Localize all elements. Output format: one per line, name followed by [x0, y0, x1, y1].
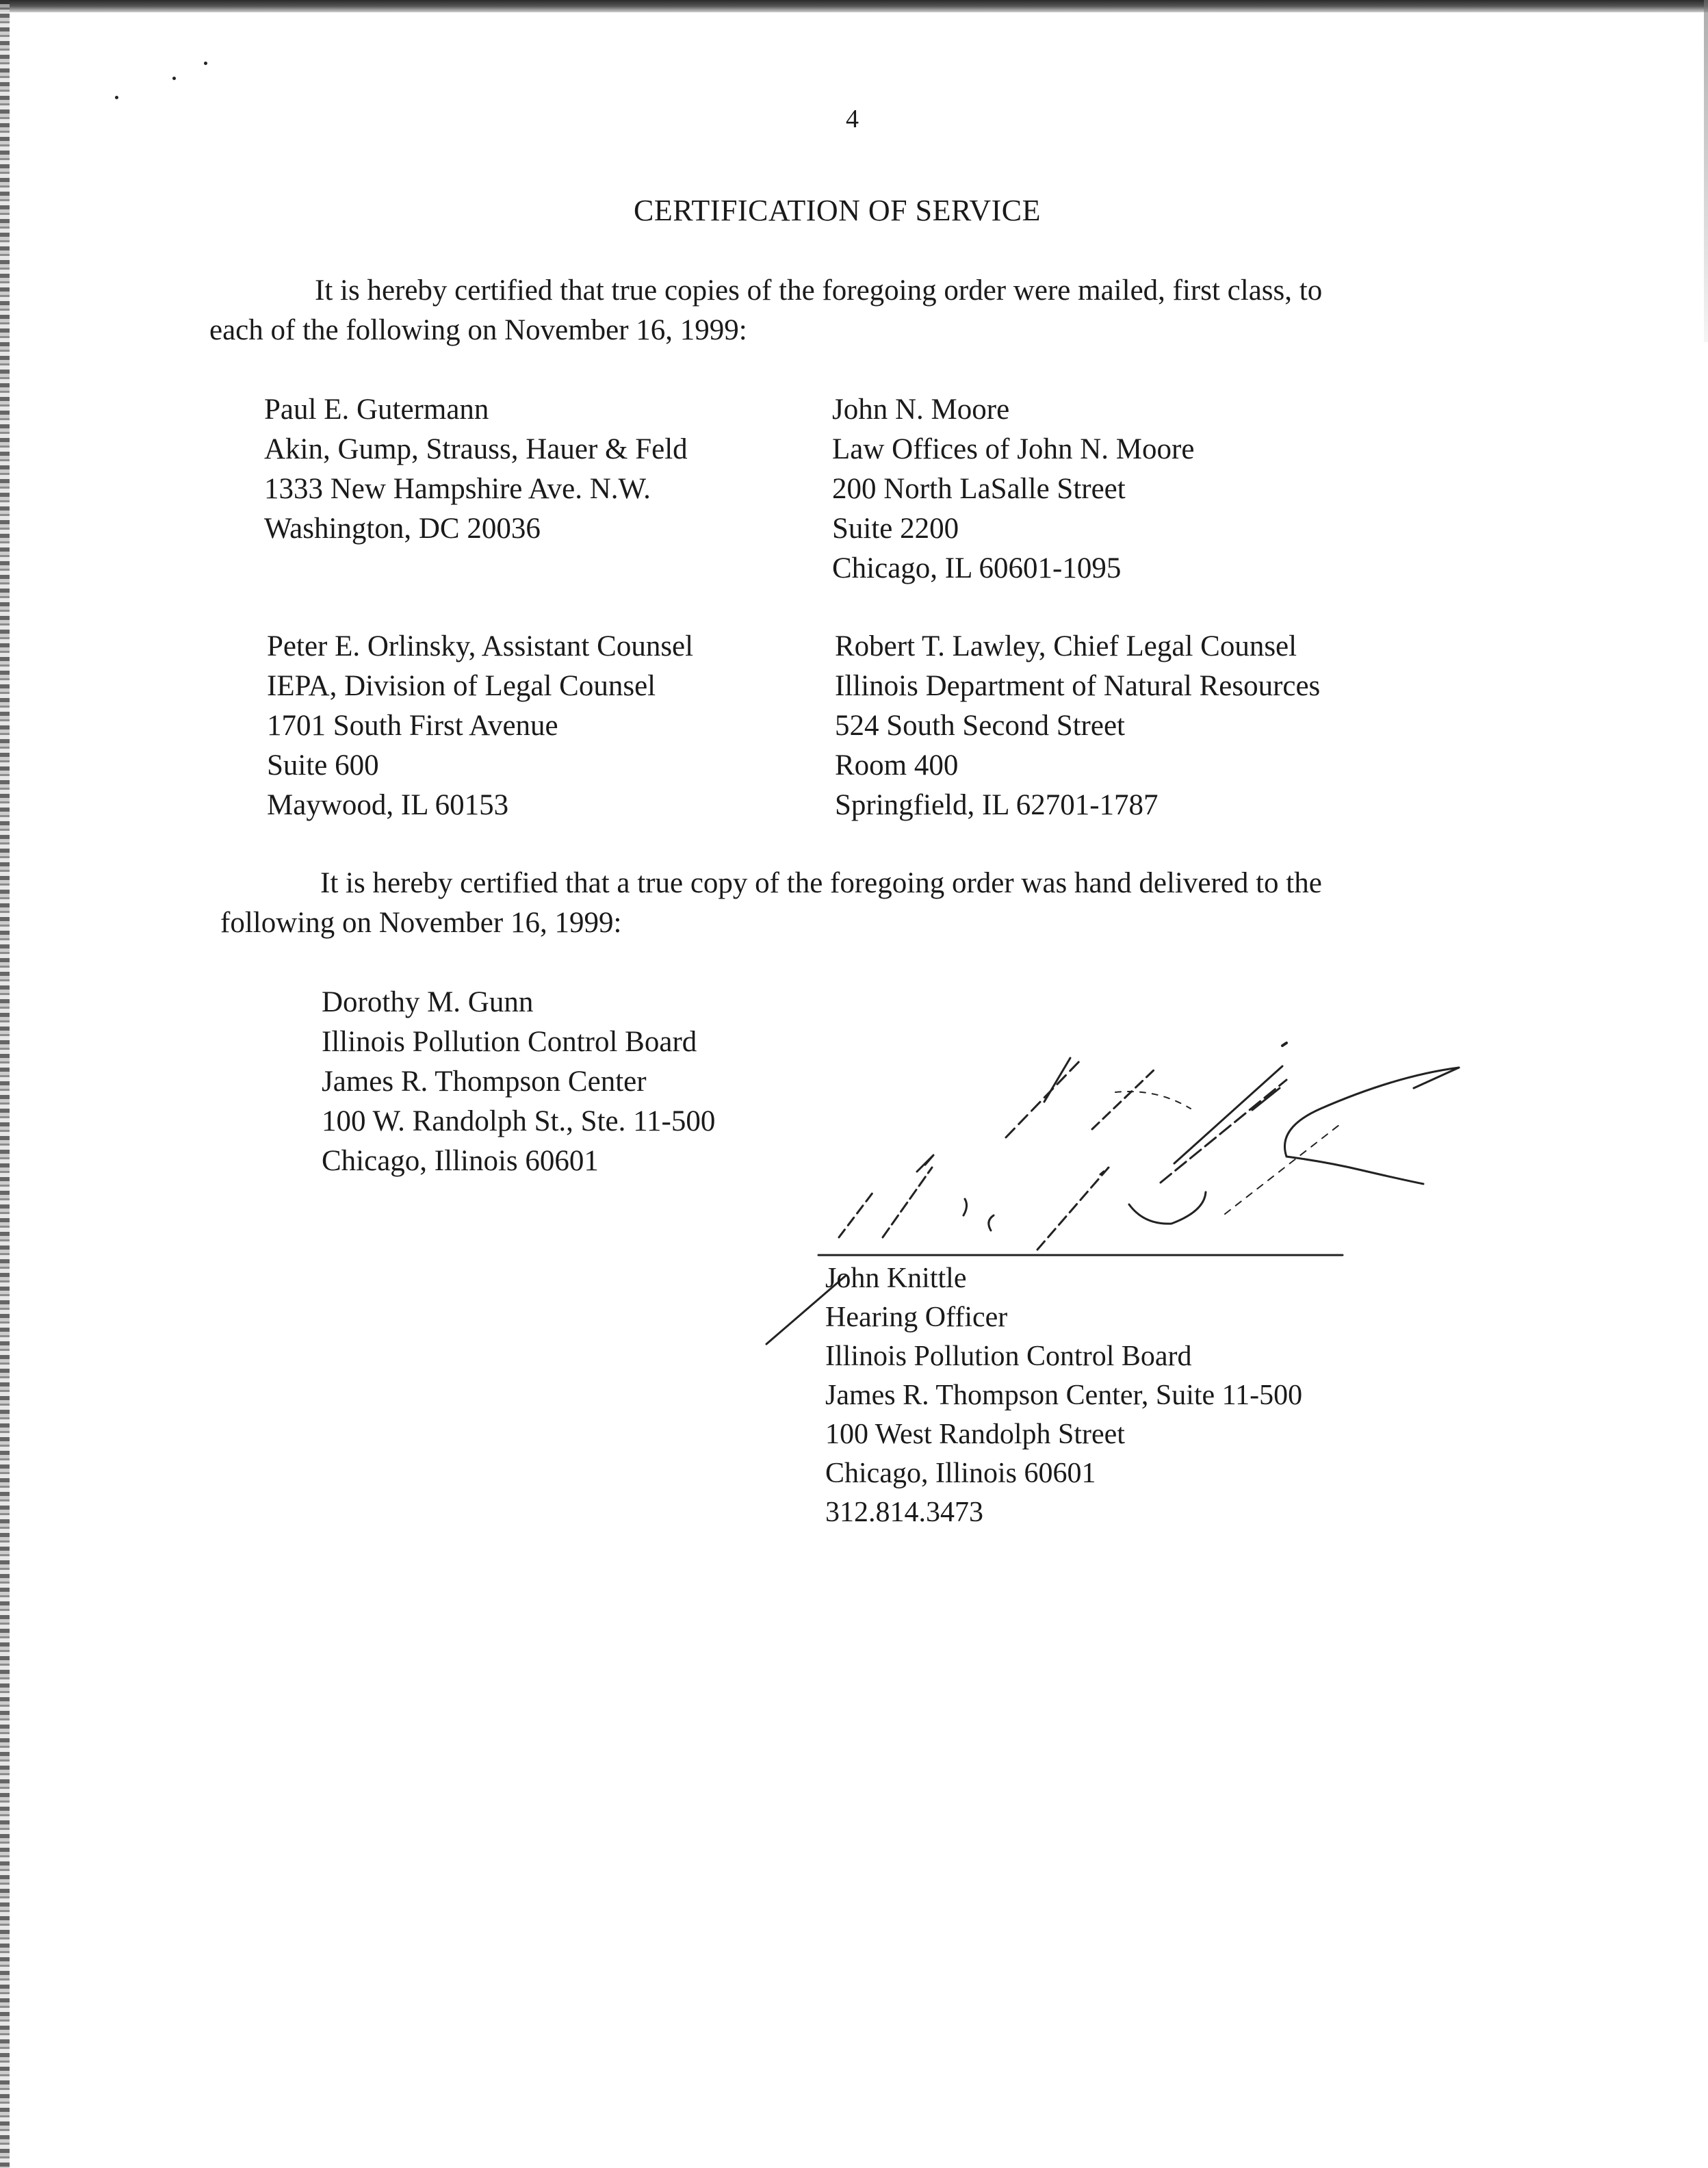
address-line: Illinois Department of Natural Resources — [835, 670, 1321, 702]
paragraph-line: following on November 16, 1999: — [220, 907, 622, 939]
paragraph-line: It is hereby certified that a true copy of the foregoing order was hand delivered to the — [320, 867, 1322, 899]
recipient-name: Paul E. Gutermann — [264, 393, 489, 426]
address-line: Chicago, Illinois 60601 — [322, 1145, 599, 1177]
paragraph-line: It is hereby certified that true copies of the foregoing order were mailed, first class, to — [315, 274, 1323, 307]
address-line: 100 West Randolph Street — [825, 1419, 1125, 1450]
address-line: 100 W. Randolph St., Ste. 11-500 — [322, 1105, 716, 1137]
address-line: James R. Thompson Center, Suite 11-500 — [825, 1380, 1303, 1411]
address-line: Law Offices of John N. Moore — [832, 433, 1195, 465]
address-line: Akin, Gump, Strauss, Hauer & Feld — [264, 433, 688, 465]
signatory-block — [825, 1259, 1302, 1532]
address-line: Suite 600 — [267, 749, 379, 782]
address-line: 1333 New Hampshire Ave. N.W. — [264, 473, 651, 505]
recipient-name: Dorothy M. Gunn — [322, 986, 534, 1018]
page-title: CERTIFICATION OF SERVICE — [634, 194, 1041, 227]
address-line: Illinois Pollution Control Board — [322, 1026, 697, 1058]
address-line: Illinois Pollution Control Board — [825, 1341, 1192, 1372]
recipient-name: John N. Moore — [832, 393, 1010, 426]
page-number: 4 — [846, 105, 859, 133]
address-line: Chicago, Illinois 60601 — [825, 1458, 1096, 1489]
address-line: Washington, DC 20036 — [264, 513, 541, 545]
signatory-title: Hearing Officer — [825, 1302, 1008, 1333]
address-line: IEPA, Division of Legal Counsel — [267, 670, 656, 702]
address-line: 524 South Second Street — [835, 710, 1125, 742]
paragraph-line: each of the following on November 16, 1999: — [209, 314, 747, 346]
address-line: Suite 2200 — [832, 513, 959, 545]
address-line: 1701 South First Avenue — [267, 710, 558, 742]
address-line: Room 400 — [835, 749, 959, 782]
address-line: 200 North LaSalle Street — [832, 473, 1126, 505]
address-line: Maywood, IL 60153 — [267, 789, 509, 821]
recipient-name: Robert T. Lawley, Chief Legal Counsel — [835, 630, 1297, 662]
address-line: Springfield, IL 62701-1787 — [835, 789, 1159, 821]
phone-number: 312.814.3473 — [825, 1497, 983, 1528]
address-line: James R. Thompson Center — [322, 1066, 647, 1098]
recipient-name: Peter E. Orlinsky, Assistant Counsel — [267, 630, 694, 662]
signatory-name: John Knittle — [825, 1263, 967, 1294]
address-line: Chicago, IL 60601-1095 — [832, 552, 1122, 584]
